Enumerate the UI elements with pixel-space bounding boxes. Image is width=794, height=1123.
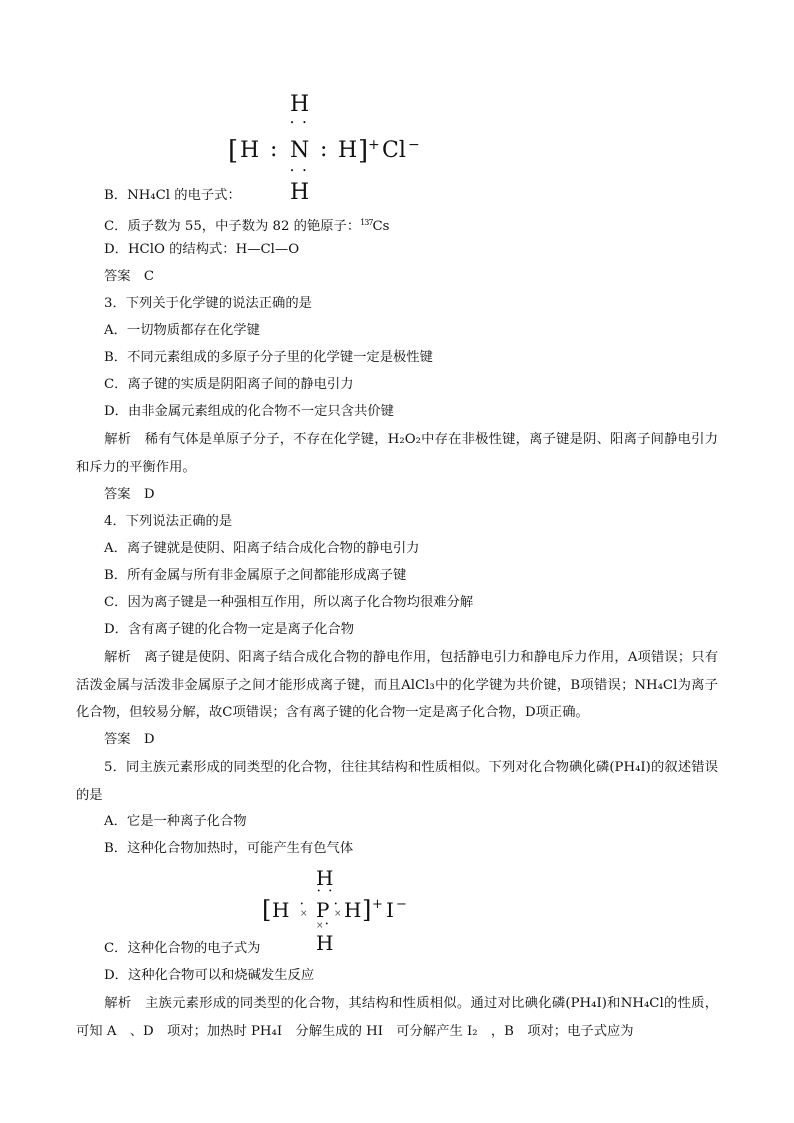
colon-right: : [320,137,328,162]
q4-option-c: C．因为离子键是一种强相互作用，所以离子化合物均很难分解 [104,595,474,610]
q5-option-d: D．这种化合物可以和烧碱发生反应 [104,968,315,983]
dot-left: • [300,901,307,908]
q5-analysis-text: 解析 主族元素形成的同类型的化合物，其结构和性质相似。通过对比碘化磷(PH₄I)和NH₄Cl的性质，可知 A 、D 项对；加热时 PH₄I 分解生成的 HI 可分解产生 I₂ ，B 项对；电子式应为 [76,996,718,1039]
h-right: H [344,898,362,922]
q4-option-b: B．所有金属与所有非金属原子之间都能形成离子键 [104,568,407,583]
nh4cl-electron-formula [228,94,438,204]
dots-top: • • [290,119,310,127]
q2-option-c [104,214,389,236]
h-top: H [316,866,334,890]
i-ion: I [386,898,394,922]
cs-symbol: Cs [372,219,390,234]
q2-answer: 答案 C [104,269,155,284]
charge-plus: + [372,897,383,912]
q5-stem-text: 5．同主族元素形成的同类型的化合物，往往其结构和性质相似。下列对化合物碘化磷(PH₄I)的叙述错误的是 [76,760,718,803]
charge-minus: − [396,897,407,912]
dots-top: • • [317,888,335,895]
cs-isotope [360,214,389,236]
q4-stem: 4．下列说法正确的是 [104,514,233,529]
q3-option-d: D．由非金属元素组成的化合物不一定只含共价键 [104,404,394,419]
q3-analysis-text: 解析 稀有气体是单原子分子，不存在化学键，H₂O₂中存在非极性键，离子键是阴、阳离子间静电引力和斥力的平衡作用。 [76,432,718,475]
q2-option-b: B．NH₄Cl 的电子式： [104,188,241,203]
h-right: H [338,138,358,163]
q3-analysis [76,426,718,481]
right-bracket: ] [358,136,369,166]
dot-bottom: • [325,921,332,928]
q3-stem: 3．下列关于化学键的说法正确的是 [104,296,312,311]
h-bottom: H [316,931,334,955]
h-left: H [272,898,290,922]
q2-option-c-text: C．质子数为 55，中子数为 82 的铯原子： [104,219,361,234]
h-bottom: H [290,180,310,205]
cross-bottom: × [316,921,324,931]
q5-stem [76,754,718,809]
q4-analysis-text: 解析 离子键是使阴、阳离子结合成化合物的静电作用，包括静电引力和静电斥力作用，A项错误；只有活泼金属与活泼非金属原子之间才能形成离子键，而且AlCl₃中的化学键为共价键，B项错误；NH₄Cl为离子化合物，但较易分解，故C项错误；含有离子键的化合物一定是离子化合物，D项正确。 [76,650,718,720]
q5-analysis [76,990,718,1045]
left-bracket: [ [262,896,272,924]
cl-ion: Cl [382,138,406,163]
q4-option-d: D．含有离子键的化合物一定是离子化合物 [104,622,355,637]
q5-option-b: B．这种化合物加热时，可能产生有色气体 [104,841,354,856]
n-atom: N [290,138,310,163]
h-left: H [240,138,260,163]
q2-option-d: D．HClO 的结构式：H—Cl—O [104,242,300,257]
q3-option-c: C．离子键的实质是阴阳离子间的静电引力 [104,377,354,392]
q5-option-c: C．这种化合物的电子式为 [104,941,261,956]
dot-right: • [334,901,341,908]
q4-answer: 答案 D [104,732,155,747]
charge-minus: − [408,137,420,153]
charge-plus: + [368,137,380,153]
cross-right: × [334,909,342,919]
q4-analysis [76,644,718,727]
left-bracket: [ [228,136,239,166]
cross-left: × [300,909,308,919]
cs-mass-number: 137 [360,218,373,227]
q4-option-a: A．离子键就是使阴、阳离子结合成化合物的静电引力 [104,541,420,556]
dots-bottom: • • [290,167,310,175]
q3-answer: 答案 D [104,487,155,502]
q5-option-a: A．它是一种离子化合物 [104,814,247,829]
q3-option-a: A．一切物质都存在化学键 [104,323,260,338]
ph4i-electron-formula [262,868,432,958]
h-top: H [290,92,310,117]
colon-left: : [270,137,278,162]
q3-option-b: B．不同元素组成的多原子分子里的化学键一定是极性键 [104,350,433,365]
right-bracket: ] [362,896,372,924]
p-atom: P [316,898,330,922]
